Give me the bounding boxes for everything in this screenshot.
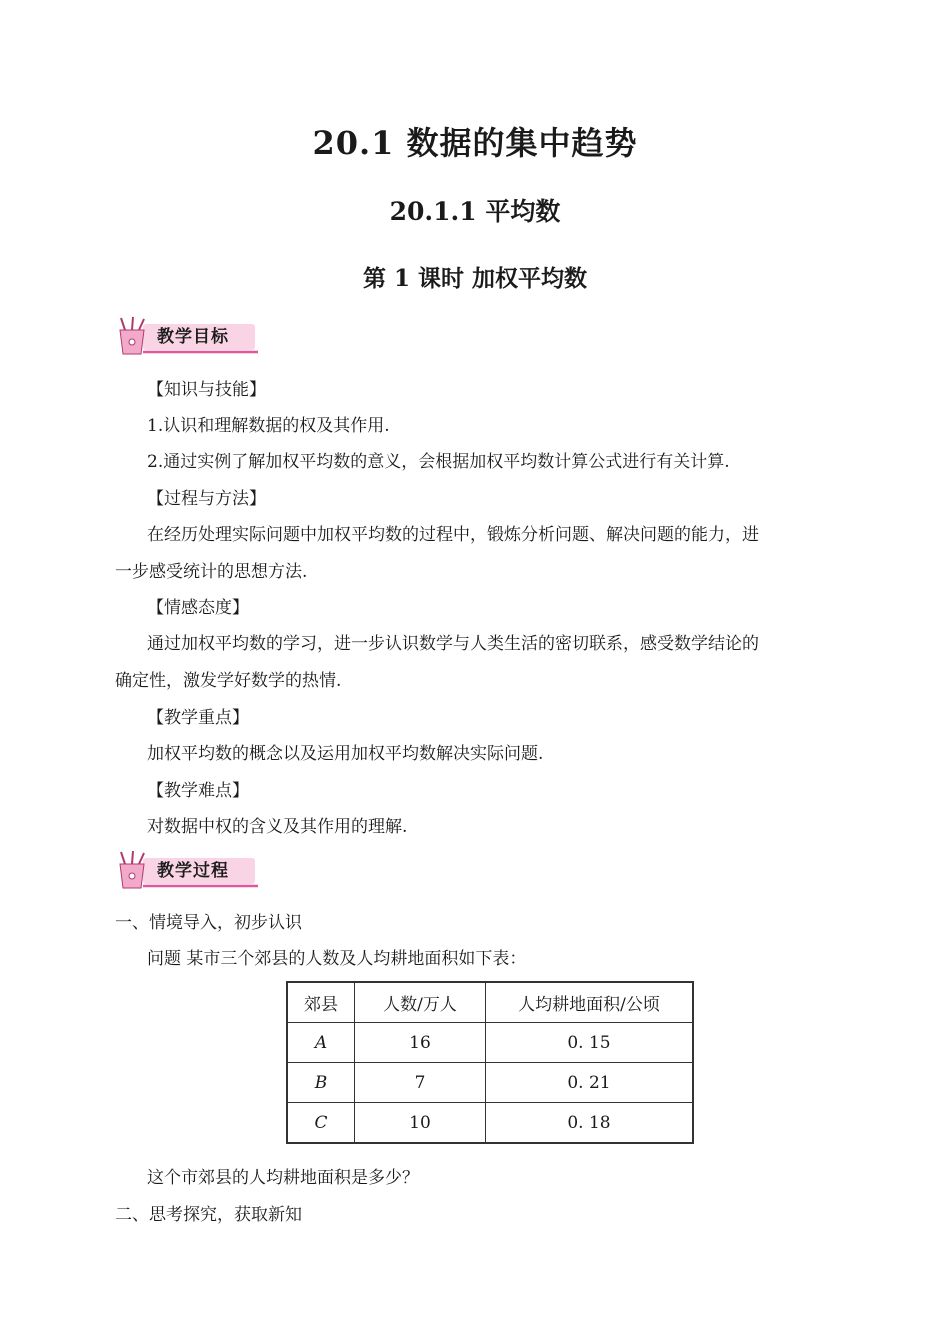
teaching-process-label: 教学过程 — [157, 861, 229, 881]
key-point-text: 加权平均数的概念以及运用加权平均数解决实际问题. — [147, 744, 544, 764]
data-table — [286, 981, 694, 1144]
teaching-goals-label: 教学目标 — [157, 327, 229, 347]
difficulty-heading: 【教学难点】 — [147, 781, 249, 801]
table-cell: A — [287, 1023, 355, 1063]
table-cell: 16 — [355, 1023, 486, 1063]
section-title: 20.1 数据的集中趋势 — [312, 124, 638, 162]
knowledge-item-2: 2.通过实例了解加权平均数的意义，会根据加权平均数计算公式进行有关计算. — [147, 452, 730, 472]
key-point-heading: 【教学重点】 — [147, 708, 249, 728]
difficulty-text: 对数据中权的含义及其作用的理解. — [147, 817, 408, 837]
method-text-line-2: 一步感受统计的思想方法. — [115, 562, 308, 582]
table-cell: C — [287, 1103, 355, 1144]
table-header-cell: 郊县 — [287, 982, 355, 1023]
table-header-cell: 人数/万人 — [355, 982, 486, 1023]
table-row — [287, 1023, 693, 1063]
subsection-title: 20.1.1 平均数 — [389, 197, 561, 226]
teaching-goals-badge — [113, 316, 263, 356]
table-header-cell: 人均耕地面积/公顷 — [486, 982, 694, 1023]
attitude-text-line-2: 确定性，激发学好数学的热情. — [115, 671, 342, 691]
knowledge-item-1: 1.认识和理解数据的权及其作用. — [147, 416, 390, 436]
table-header-row — [287, 982, 693, 1023]
method-heading: 【过程与方法】 — [147, 489, 266, 509]
table-cell: 0. 21 — [486, 1063, 694, 1103]
table-row — [287, 1063, 693, 1103]
attitude-text-line-1: 通过加权平均数的学习，进一步认识数学与人类生活的密切联系，感受数学结论的 — [147, 634, 759, 654]
problem-statement: 问题 某市三个郊县的人数及人均耕地面积如下表： — [147, 949, 527, 969]
method-text-line-1: 在经历处理实际问题中加权平均数的过程中，锻炼分析问题、解决问题的能力，进 — [147, 525, 759, 545]
teaching-process-badge — [113, 850, 263, 890]
attitude-heading: 【情感态度】 — [147, 598, 249, 618]
table-cell: 0. 18 — [486, 1103, 694, 1144]
table-cell: B — [287, 1063, 355, 1103]
table-row — [287, 1103, 693, 1144]
table-cell: 0. 15 — [486, 1023, 694, 1063]
table-cell: 7 — [355, 1063, 486, 1103]
part-2-heading: 二、思考探究，获取新知 — [115, 1205, 302, 1225]
question-text: 这个市郊县的人均耕地面积是多少？ — [147, 1168, 419, 1188]
lesson-title: 第 1 课时 加权平均数 — [362, 265, 588, 292]
knowledge-heading: 【知识与技能】 — [147, 380, 266, 400]
table-cell: 10 — [355, 1103, 486, 1144]
part-1-heading: 一、情境导入，初步认识 — [115, 913, 302, 933]
